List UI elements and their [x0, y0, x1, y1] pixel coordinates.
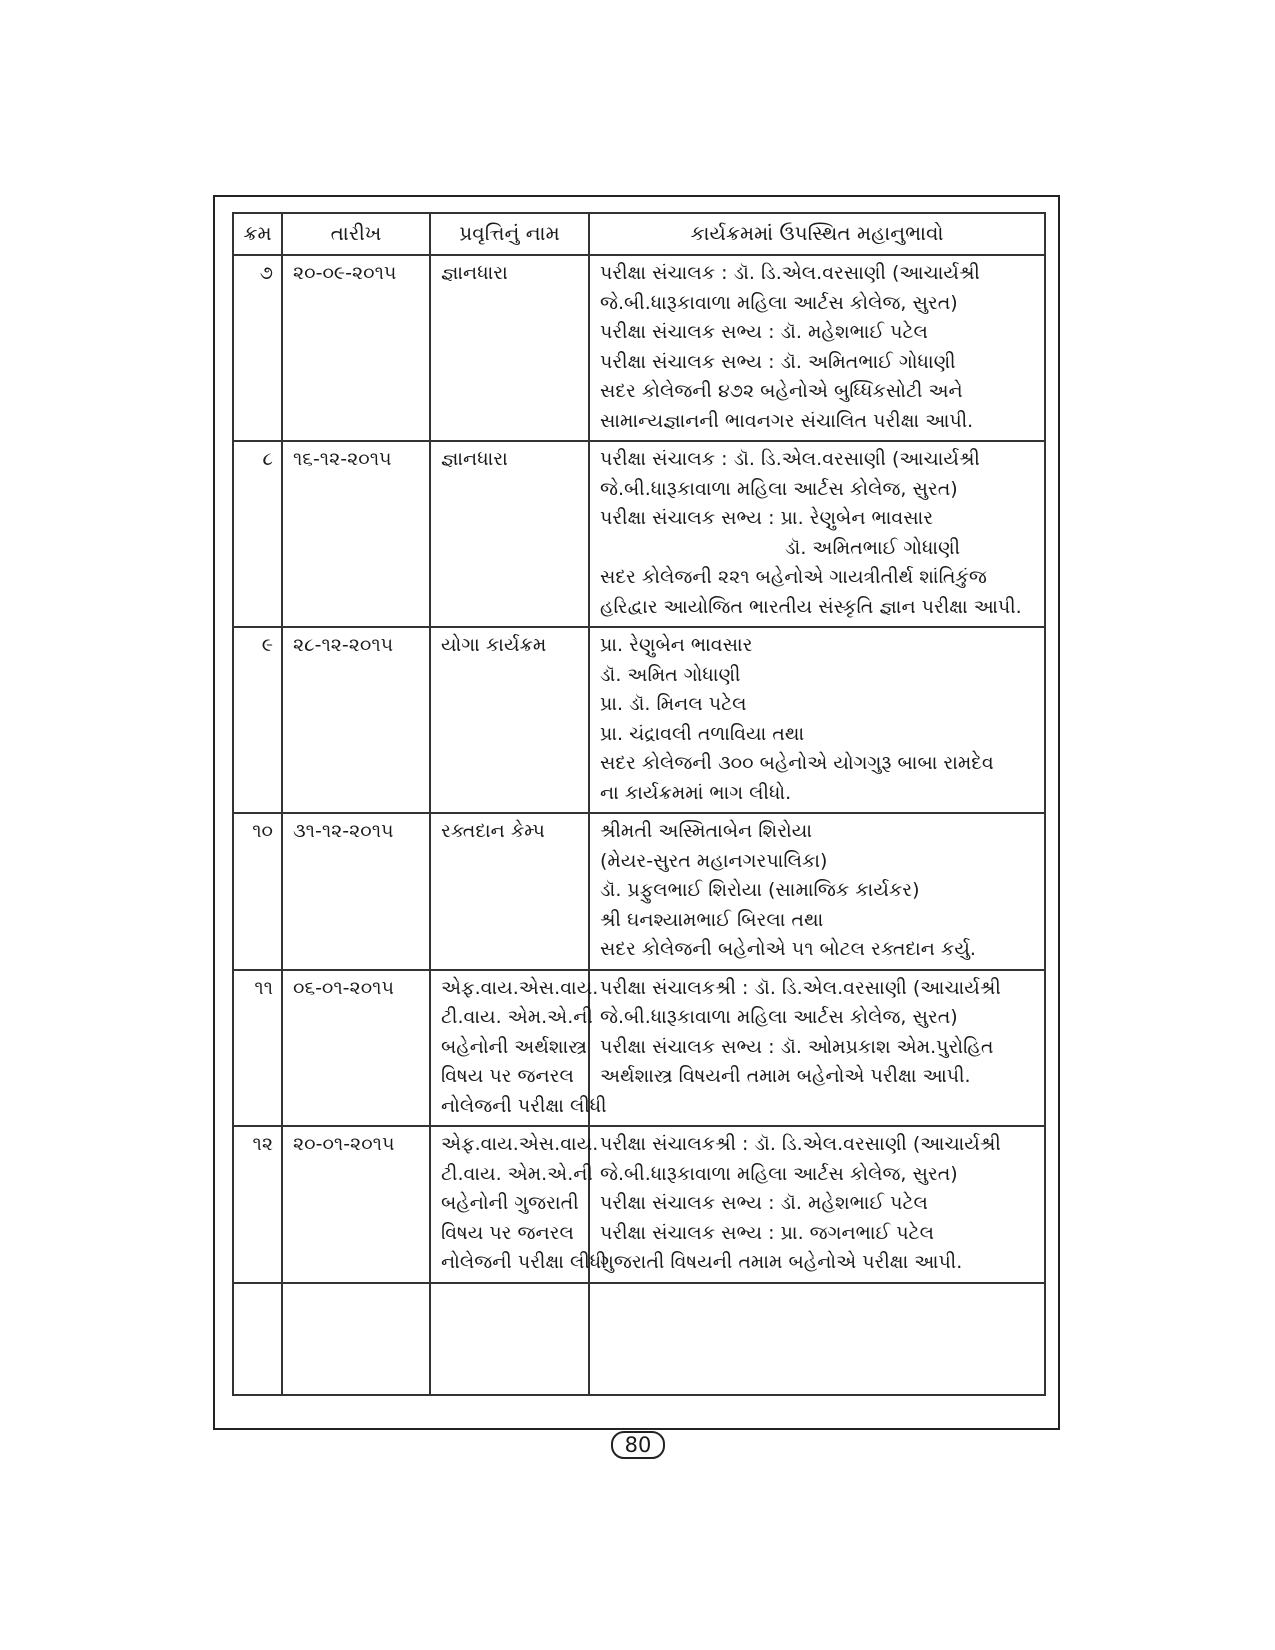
row-date: ૧૬-૧૨-૨૦૧૫	[282, 441, 430, 627]
row-activity	[430, 255, 589, 441]
empty-row	[233, 1283, 1045, 1395]
table-header-row	[233, 213, 1045, 255]
guest-line: પરીક્ષા સંચાલક સભ્ય : ડૉ. ઓમપ્રકાશ એમ.પુરોહિત	[600, 1035, 994, 1058]
guest-line: પરીક્ષા સંચાલકશ્રી : ડૉ. ડિ.એલ.વરસાણી (આચાર્યશ્રી	[600, 1133, 1001, 1155]
row-guests	[589, 970, 1045, 1127]
table-row	[233, 970, 1045, 1127]
guest-line: પરીક્ષા સંચાલક સભ્ય : ડૉ. મહેશભાઈ પટેલ	[600, 1192, 928, 1214]
header-activity: પ્રવૃત્તિનું નામ	[430, 213, 589, 255]
guest-line: શ્રી ઘનશ્યામભાઈ બિરલા તથા	[600, 908, 824, 931]
guest-line: જે.બી.ધારૂકાવાળા મહિલા આર્ટસ કોલેજ, સુરત)	[600, 477, 958, 500]
header-num: ક્રમ	[233, 213, 282, 255]
guest-line: ના કાર્યક્રમમાં ભાગ લીધો.	[600, 781, 792, 804]
guest-line: જે.બી.ધારૂકાવાળા મહિલા આર્ટસ કોલેજ, સુરત)	[600, 1006, 958, 1028]
table-row	[233, 627, 1045, 813]
table-row	[233, 441, 1045, 627]
row-guests	[589, 813, 1045, 970]
empty-date	[282, 1283, 430, 1395]
row-date: ૨૦-૦૯-૨૦૧૫	[282, 255, 430, 441]
guest-line: જે.બી.ધારૂકાવાળા મહિલા આર્ટસ કોલેજ, સુરત)	[600, 1162, 958, 1185]
guest-line: ડૉ. અમિત ગોધાણી	[600, 663, 741, 686]
guest-line: સામાન્યજ્ઞાનની ભાવનગર સંચાલિત પરીક્ષા આપી.	[600, 409, 974, 432]
header-date: તારીખ	[282, 213, 430, 255]
guest-line: પરીક્ષા સંચાલક સભ્ય : પ્રા. રેણુબેન ભાવસાર	[600, 507, 934, 529]
guest-line: પ્રા. રેણુબેન ભાવસાર	[600, 634, 753, 656]
guest-line: પ્રા. ડૉ. મિનલ પટેલ	[600, 693, 747, 715]
activity-line: બહેનોની ગુજરાતી	[441, 1192, 579, 1214]
guest-line: ડૉ. પ્રફુલભાઈ શિરોયા (સામાજિક કાર્યકર)	[600, 879, 920, 901]
empty-guests	[589, 1283, 1045, 1395]
row-date: ૨૮-૧૨-૨૦૧૫	[282, 627, 430, 813]
guest-line: હરિદ્વાર આયોજિત ભારતીય સંસ્કૃતિ જ્ઞાન પરીક્ષા આપી.	[600, 595, 1022, 618]
guest-line: જે.બી.ધારૂકાવાળા મહિલા આર્ટસ કોલેજ, સુરત)	[600, 291, 958, 314]
table-row	[233, 1126, 1045, 1283]
guest-line: ગુજરાતી વિષયની તમામ બહેનોએ પરીક્ષા આપી.	[600, 1251, 963, 1273]
activity-line: એફ.વાય.એસ.વાય.	[441, 976, 599, 999]
row-num: ૯	[233, 627, 282, 813]
guest-line: પરીક્ષા સંચાલક સભ્ય : ડૉ. મહેશભાઈ પટેલ	[600, 321, 928, 343]
empty-activity	[430, 1283, 589, 1395]
guest-line: ડૉ. અમિતભાઈ ગોધાણી	[785, 536, 961, 559]
row-date: ૦૬-૦૧-૨૦૧૫	[282, 970, 430, 1127]
activity-line: નોલેજની પરીક્ષા લીધી	[441, 1094, 607, 1117]
activity-line: વિષય પર જનરલ	[441, 1065, 574, 1087]
header-guests: કાર્યક્રમમાં ઉપસ્થિત મહાનુભાવો	[589, 213, 1045, 255]
activity-line: ટી.વાય. એમ.એ.ની	[441, 1162, 593, 1185]
guest-line: પરીક્ષા સંચાલક : ડૉ. ડિ.એલ.વરસાણી (આચાર્યશ્રી	[600, 262, 980, 284]
guest-line: (મેયર-સુરત મહાનગરપાલિકા)	[600, 849, 828, 872]
activity-line: ટી.વાય. એમ.એ.ની	[441, 1006, 593, 1028]
row-activity	[430, 441, 589, 627]
guest-line: પરીક્ષા સંચાલક : ડૉ. ડિ.એલ.વરસાણી (આચાર્યશ્રી	[600, 448, 980, 470]
row-num: ૮	[233, 441, 282, 627]
table-row	[233, 255, 1045, 441]
activity-line: જ્ઞાનધારા	[441, 262, 508, 284]
page-number: 80	[611, 1431, 665, 1459]
table-row	[233, 813, 1045, 970]
guest-line: શ્રીમતી અસ્મિતાબેન શિરોયા	[600, 820, 812, 842]
row-num: ૭	[233, 255, 282, 441]
activity-line: નોલેજની પરીક્ષા લીધી	[441, 1251, 607, 1273]
row-activity	[430, 813, 589, 970]
row-guests	[589, 1126, 1045, 1283]
row-date: ૩૧-૧૨-૨૦૧૫	[282, 813, 430, 970]
row-num: ૧૧	[233, 970, 282, 1127]
row-guests	[589, 627, 1045, 813]
guest-line: પ્રા. ચંદ્રાવલી તળાવિયા તથા	[600, 722, 805, 745]
row-guests	[589, 441, 1045, 627]
activity-table	[232, 212, 1046, 1396]
activity-line: એફ.વાય.એસ.વાય.	[441, 1133, 599, 1155]
guest-line: પરીક્ષા સંચાલક સભ્ય : પ્રા. જગનભાઈ પટેલ	[600, 1221, 934, 1244]
row-date: ૨૦-૦૧-૨૦૧૫	[282, 1126, 430, 1283]
guest-line: પરીક્ષા સંચાલકશ્રી : ડૉ. ડિ.એલ.વરસાણી (આચાર્યશ્રી	[600, 976, 1001, 999]
row-num: ૧૦	[233, 813, 282, 970]
row-activity	[430, 627, 589, 813]
guest-line: પરીક્ષા સંચાલક સભ્ય : ડૉ. અમિતભાઈ ગોધાણી	[600, 350, 956, 373]
activity-line: બહેનોની અર્થશાસ્ત્ર	[441, 1035, 587, 1058]
row-num: ૧૨	[233, 1126, 282, 1283]
guest-line: સદર કોલેજની ૨૨૧ બહેનોએ ગાયત્રીતીર્થ શાંતિકુંજ	[600, 566, 987, 588]
row-guests	[589, 255, 1045, 441]
guest-line: સદર કોલેજની ૪૭૨ બહેનોએ બુધ્ધિકસોટી અને	[600, 380, 963, 402]
activity-line: રક્તદાન કેમ્પ	[441, 820, 545, 842]
activity-line: વિષય પર જનરલ	[441, 1221, 574, 1244]
guest-line: અર્થશાસ્ત્ર વિષયની તમામ બહેનોએ પરીક્ષા આપી.	[600, 1065, 971, 1087]
guest-line: સદર કોલેજની ૩૦૦ બહેનોએ યોગગુરૂ બાબા રામદેવ	[600, 752, 994, 774]
guest-line: સદર કોલેજની બહેનોએ ૫૧ બોટલ રક્તદાન કર્યુ.	[600, 938, 976, 960]
activity-line: યોગા કાર્યક્રમ	[441, 634, 547, 656]
activity-line: જ્ઞાનધારા	[441, 448, 508, 470]
row-activity	[430, 970, 607, 1127]
row-activity	[430, 1126, 607, 1283]
empty-num	[233, 1283, 282, 1395]
